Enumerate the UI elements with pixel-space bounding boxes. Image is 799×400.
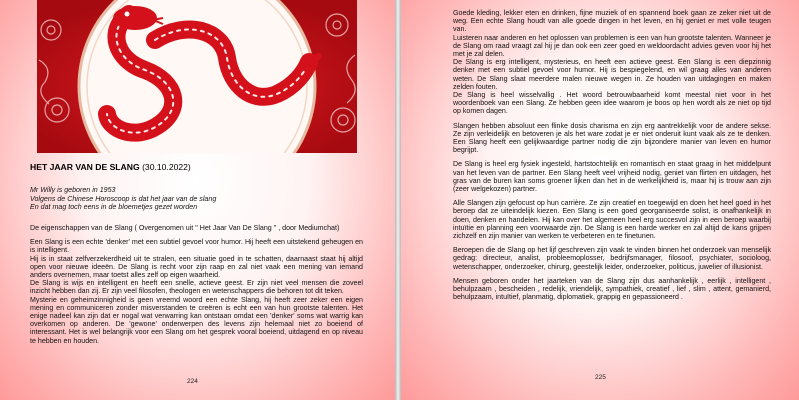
intro-line: En dat mag toch eens in de bloemetjes gezet worden (30, 203, 198, 212)
paragraph: Goede kleding, lekker eten en drinken, fijne muziek of en spannend boek gaan ze zeker niet uit de weg. Een echte Slang houdt van alle goede dingen in het leven, en hij geniet er met volle teugen van. (453, 9, 771, 34)
right-body (453, 9, 771, 302)
paragraph: Een Slang is een echte 'denker' met een subtiel gevoel voor humor. Hij heeft een uitstekend geheugen en is intelligent. (30, 238, 363, 255)
paragraph: De Slang is erg intelligent, mysterieus, en heeft een actieve geest. Een Slang is een diepzinnig denker met een subtiel gevoel voor humor. Hij is bespiegelend, en wil graag alles van anderen weten. De Slang slaat meerdere malen nieuwe wegen in. Ze houden van uitdagingen en maken zelden fouten. (453, 58, 771, 91)
left-body (30, 224, 363, 345)
paragraph: De Slang is heel wisselvallig . Het woord betrouwbaarheid komt meestal niet voor in het woordenboek van een Slang. Ze hebben geen idee waarom je boos op hen wordt als ze niet op tijd op komen dagen. (453, 91, 771, 116)
paragraph: Luisteren naar anderen en het oplossen van problemen is een van hun grootste talenten. Wanneer je de Slang om raad vraagt zal hij je dan ook een zeer goed en weldoordacht advies geven voor hij het met je zal delen. (453, 33, 771, 59)
article-title (30, 162, 191, 172)
paragraph: Hij is in staat zelfverzekerdheid uit te stralen, een situatie goed in te schatten, daarnaast staat hij altijd open voor nieuwe ideeën. De Slang is recht voor zijn raap en zal niet vaak een mening van iemand anders overnemen, maar toetst alles zelf op eigen waarheid. (30, 254, 363, 280)
left-page (0, 0, 395, 400)
paragraph: Mysterie en geheimzinnigheid is geen vreemd woord een echte Slang, hij heeft zeer zeker een eigen mening en communiceren zonder misverstanden te creëren is echt een van hun grootste talenten. Het enige nadeel kan zijn dat er nogal wat verwarring kan ontstaan omdat een 'denker' soms wat warrig kan overkomen op anderen. De 'gewone' onderwerpen des levens zijn helemaal niet zo boeiend of interessant. Het is wel belangrijk voor een Slang om het gesprek vooral boeiend, uitdagend en op niveau te hebben en houden. (30, 295, 363, 345)
intro-block (30, 186, 216, 212)
title-text: HET JAAR VAN DE SLANG (30, 162, 140, 172)
intro-line: Volgens de Chinese Horoscoop is dat het jaar van de slang (30, 194, 217, 203)
paragraph: De Slang is wijs en intelligent en heeft een snelle, actieve geest. Er zijn niet veel mensen die zoveel inzicht hebben dan zij. Er zijn veel filosofen, theologen en wetenschappers die behoren tot dit teken. (30, 279, 363, 296)
paragraph: De eigenschappen van de Slang ( Overgenomen uit " Het Jaar Van De Slang " , door Mediumchat) (30, 224, 340, 232)
intro-line: Mr Willy is geboren in 1953 (30, 186, 116, 194)
page-number: 225 (595, 374, 606, 381)
right-page (401, 0, 799, 400)
title-date: (30.10.2022) (142, 162, 191, 172)
paragraph: Alle Slangen zijn gefocust op hun carrière. Ze zijn creatief en toegewijd en doen het heel goed in het beroep dat ze uiteindelijk kiezen. Een Slang is een goed georganiseerde solist, is onafhankelijk in doen, denken en handelen. Hij kan over het algemeen heel erg succesvol zijn in een beroep waarbij intuïtie en planning een voorwaarde zijn. De Slang is een harde werker en zal altijd de kans grijpen zichzelf en zijn manier van werken te verbeteren en te finetunen. (453, 199, 771, 241)
page-number: 224 (187, 378, 198, 385)
paragraph: Beroepen die de Slang op het lijf geschreven zijn vaak te vinden binnen het onderzoek van menselijk gedrag: directeur, analist, probleemoplosser, bedrijfsmanager, filosoof, psychiater, socioloog, wetenschapper, onderzoeker, chirurg, geestelijk leider, onderzoeker, politicus, juwelier of illusionist. (453, 246, 771, 271)
paragraph: De Slang is heel erg fysiek ingesteld, hartstochtelijk en romantisch en staat graag in het middelpunt van het leven van de partner. Een Slang heeft veel vrijheid nodig, geniet van flirten en uitdagen, het gras van de buren kan soms groener lijken dan het in de werkelijkheid is, maar hij is trouw aan zijn (zeer welgekozen) partner. (453, 160, 771, 194)
paragraph: Mensen geboren onder het jaarteken van de Slang zijn dus aanhankelijk , eerlijk , intelligent , behulpzaam , bescheiden , redelijk, vriendelijk, sympathiek, creatief , lief , slim , attent, gemanierd, behulpzaam, intuïtief, planmatig, diplomatiek, grappig en gepassioneerd . (453, 276, 771, 302)
paragraph: Slangen hebben absoluut een flinke dosis charisma en zijn erg aantrekkelijk voor de andere sekse. Ze zijn verleidelijk en betoveren je als het ware zodat je er niet onderuit kunt vaak als ze te denken. Een Slang heeft een gelijkwaardige partner nodig die zijn bijzondere manier van leven en humor begrijpt. (453, 121, 771, 155)
snake-illustration (37, 0, 357, 153)
